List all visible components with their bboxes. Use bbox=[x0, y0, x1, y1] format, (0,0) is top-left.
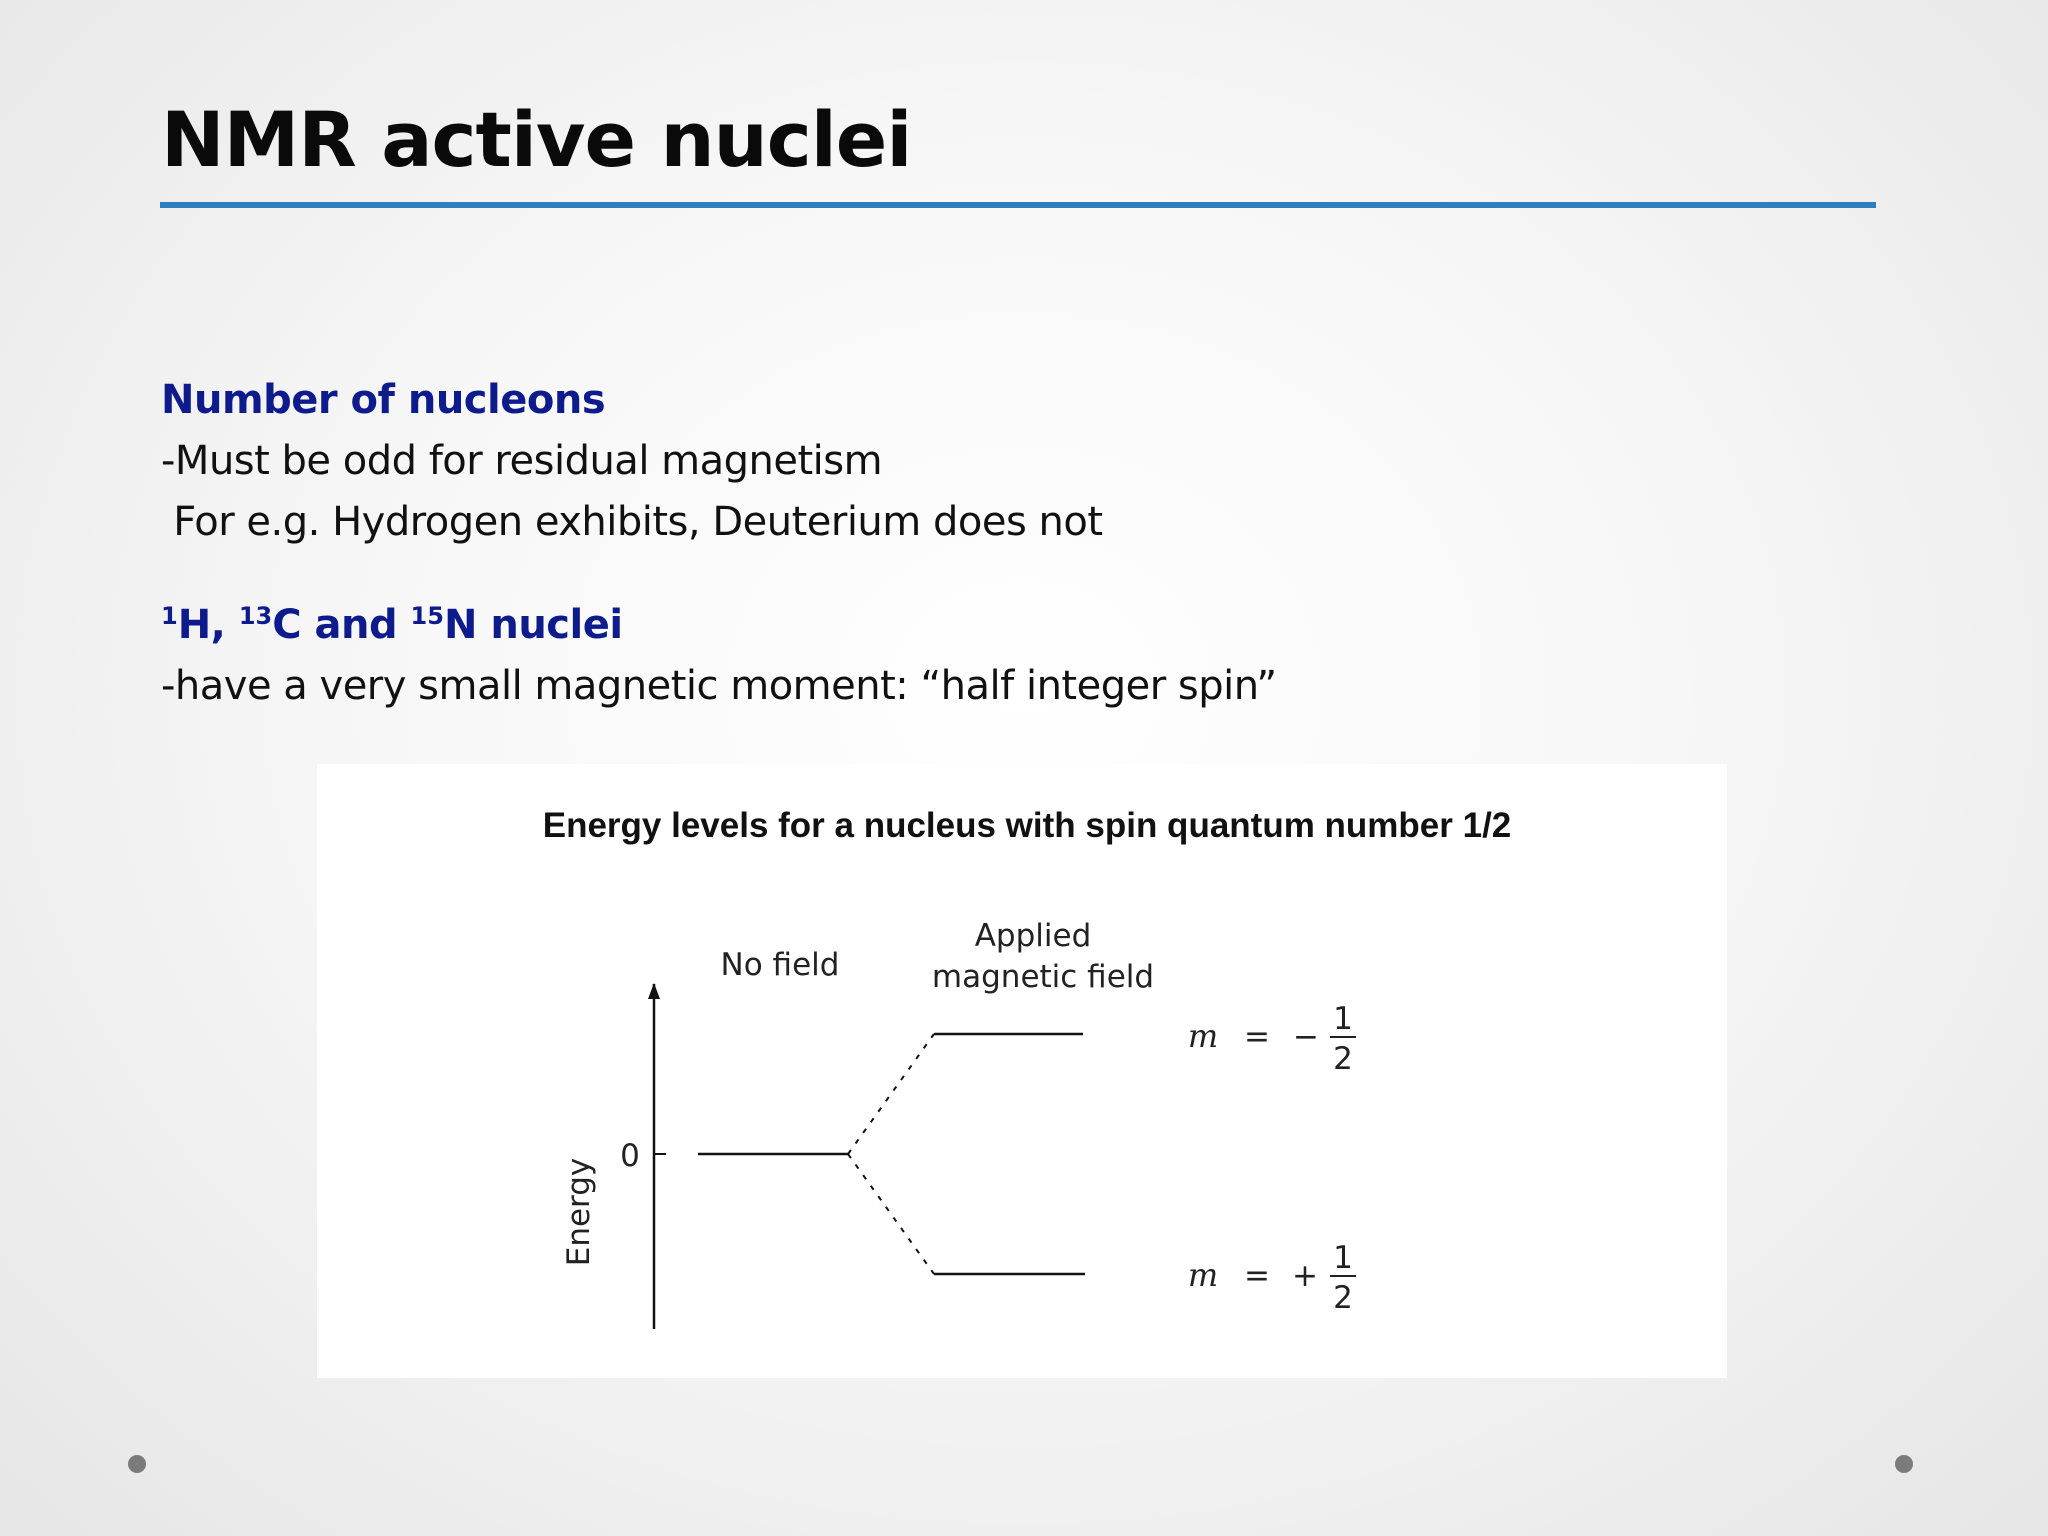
lower-m-symbol: m bbox=[1187, 1256, 1219, 1294]
applied-field-label-line1: Applied bbox=[974, 918, 1092, 954]
heading-active-nuclei bbox=[161, 599, 623, 651]
no-field-label: No field bbox=[720, 947, 840, 983]
applied-field-label-line2: magnetic field bbox=[931, 959, 1155, 995]
upper-m-symbol: m bbox=[1187, 1017, 1219, 1055]
h-mass-number: 1 bbox=[161, 602, 178, 630]
decorative-dot-right bbox=[1895, 1455, 1913, 1473]
slide-title: NMR active nuclei bbox=[161, 95, 912, 184]
heading-number-of-nucleons: Number of nucleons bbox=[161, 377, 606, 423]
n-mass-number: 15 bbox=[410, 602, 444, 630]
diagram-title: Energy levels for a nucleus with spin quantum number 1/2 bbox=[542, 806, 1512, 845]
decorative-dot-left bbox=[128, 1455, 146, 1473]
lower-level-quantum-label bbox=[1188, 1240, 1356, 1316]
title-underline bbox=[160, 202, 1876, 208]
upper-sign: − bbox=[1293, 1019, 1319, 1055]
lower-equals-sign: = bbox=[1244, 1258, 1270, 1294]
upper-denominator: 2 bbox=[1333, 1041, 1353, 1077]
split-line-upper bbox=[848, 1034, 934, 1154]
split-line-lower bbox=[848, 1154, 934, 1274]
upper-equals-sign: = bbox=[1244, 1019, 1270, 1055]
n-symbol: N nuclei bbox=[443, 602, 623, 648]
lower-denominator: 2 bbox=[1333, 1280, 1353, 1316]
zero-label: 0 bbox=[620, 1138, 640, 1174]
energy-axis-label: Energy bbox=[561, 1157, 597, 1267]
lower-sign: + bbox=[1292, 1258, 1318, 1294]
h-symbol: H, bbox=[177, 602, 239, 648]
c-mass-number: 13 bbox=[238, 602, 273, 630]
upper-numerator: 1 bbox=[1333, 1001, 1353, 1037]
energy-level-diagram bbox=[317, 764, 1727, 1378]
text-hydrogen-example: For e.g. Hydrogen exhibits, Deuterium does not bbox=[161, 499, 1103, 545]
text-odd-requirement: -Must be odd for residual magnetism bbox=[161, 438, 883, 484]
upper-level-quantum-label bbox=[1188, 1001, 1356, 1077]
text-half-integer-spin: -have a very small magnetic moment: “half integer spin” bbox=[161, 663, 1277, 709]
c-symbol: C and bbox=[272, 602, 411, 648]
energy-level-svg bbox=[317, 764, 1727, 1378]
energy-axis-arrowhead bbox=[648, 983, 660, 999]
lower-numerator: 1 bbox=[1333, 1240, 1353, 1276]
